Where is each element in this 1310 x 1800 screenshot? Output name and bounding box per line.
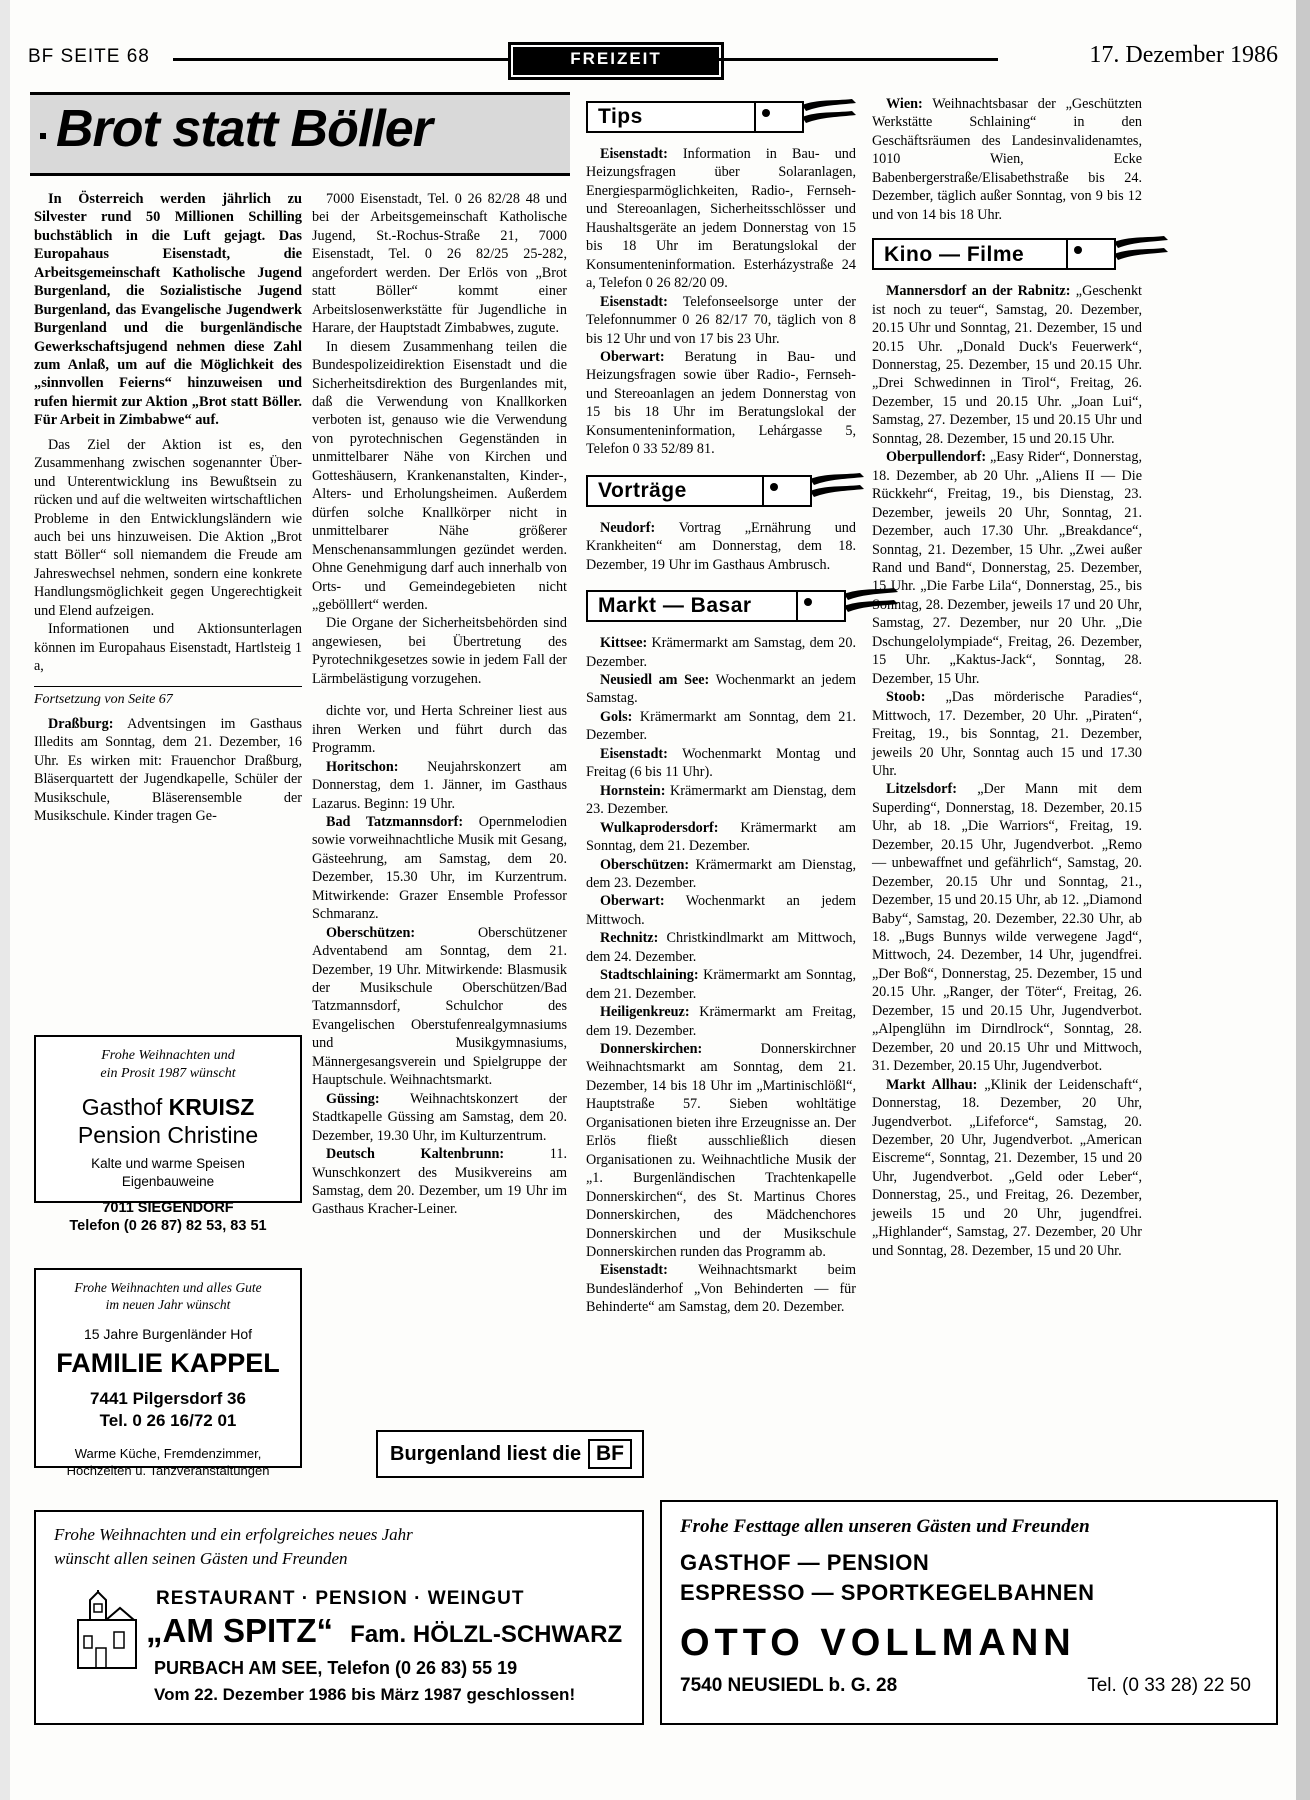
church-illustration-icon	[76, 1590, 138, 1670]
ad-otto-vollmann	[660, 1500, 1278, 1725]
ad-closing-note: Vom 22. Dezember 1986 bis März 1987 geschlossen!	[154, 1685, 576, 1705]
listing-entry: Oberwart: Beratung in Bau- und Heizungsfragen sowie über Radio-, Fernseh- und Stereoanlagen an jedem Donnerstag von 15 bis 18 Uhr im Beratungslokal der Konsumenteninformation, Lehárgasse 5, Telefon 0 33 52/89 81.	[586, 348, 856, 458]
ad-business-name: OTTO VOLLMANN	[680, 1622, 1076, 1664]
flag-swoosh-icon	[808, 471, 866, 507]
ad-address: 7011 SIEGENDORF	[102, 1200, 234, 1217]
ad-address: PURBACH AM SEE, Telefon (0 26 83) 55 19	[154, 1658, 518, 1679]
ad-tagline: 15 Jahre Burgenländer Hof	[83, 1325, 253, 1342]
listing-entry: Kittsee: Krämermarkt am Samstag, dem 20. Dezember.	[586, 635, 856, 670]
listing-entry: Neusiedl am See: Wochenmarkt an jedem Samstag.	[586, 671, 856, 707]
body-paragraph: Die Organe der Sicherheitsbehörden sind angewiesen, bei Übertretung des Pyrotechnikgesetzes sowie in jedem Fall der Lärmbelästigung vorzugehen.	[312, 615, 567, 687]
listing-entry: dichte vor, und Herta Schreiner liest aus ihren Werken und führt durch das Programm.	[312, 703, 567, 757]
ad-greeting-line2: ein Prosit 1987 wünscht	[100, 1065, 236, 1081]
ad-greeting-line1: Frohe Weihnachten und ein erfolgreiches neues Jahr	[54, 1525, 413, 1544]
body-paragraph: Das Ziel der Aktion ist es, den Zusammenhang zwischen sogenannter Über- und Unterentwicklung ins Bewußtsein zu rücken und auf die weltweiten wirtschaftlichen Probleme in den Entwicklungsländern wie auch bei uns hinzuweisen. Die Aktion „Brot statt Böller“ soll niemandem die Freude am Jahreswechsel nehmen, sondern eine konkrete Handlungsmöglichkeit gegen Ungerechtigkeit und Elend aufzeigen.	[34, 436, 302, 619]
bullet-icon	[40, 133, 46, 139]
ad-name-family: Fam. HÖLZL-SCHWARZ	[350, 1621, 623, 1649]
listing-entry: Eisenstadt: Information in Bau- und Heizungsfragen über Solaranlagen, Energiesparmöglichkeiten, Radio-, Fernseh- und Stereoanlagen, Sicherheitsschlösser und Haushaltsgeräte an jedem Donnerstag von 15 bis 18 Uhr im Beratungslokal der Konsumenteninformation. Esterházystraße 24 a, Telefon 0 26 82/20 09.	[586, 146, 856, 292]
column-one	[34, 190, 302, 825]
ad-greeting-line2: im neuen Jahr wünscht	[105, 1296, 231, 1312]
section-title: Kino — Filme	[872, 238, 1068, 270]
flag-swoosh-icon	[800, 97, 858, 133]
body-paragraph: Informationen und Aktionsunterlagen können im Europahaus Eisenstadt, Hartlsteig 1 a,	[34, 621, 302, 675]
listing-entry: Oberschützen: Krämermarkt am Dienstag, dem 23. Dezember.	[586, 856, 856, 891]
ad-am-spitz	[34, 1510, 644, 1725]
ad-line2: ESPRESSO — SPORTKEGELBAHNEN	[680, 1580, 1095, 1605]
section-header-tips	[586, 101, 856, 139]
listing-entry: Heiligenkreuz: Krämermarkt am Freitag, dem 19. Dezember.	[586, 1004, 856, 1039]
column-four	[872, 95, 1142, 1260]
ad-sub2: Eigenbauweine	[121, 1173, 215, 1189]
listing-entry: Neudorf: Vortrag „Ernährung und Krankheiten“ am Donnerstag, dem 18. Dezember, 19 Uhr im Gasthaus Ambrusch.	[586, 519, 856, 573]
bf-logo: BF	[588, 1439, 632, 1469]
listing-entry: Mannersdorf an der Rabnitz: „Geschenkt ist noch zu teuer“, Samstag, 20. Dezember, 20.15 Uhr und Sonntag, 21. Dezember, 15 und 20.15 Uhr. „Donald Duck's Feuerwerk“, Donnerstag, 25. Dezember, 15 und 20.15 Uhr. „Drei Schwedinnen in Tirol“, Freitag, 26. Dezember, 15 und 20.15 Uhr. „Joan Lui“, Samstag, 27. Dezember, 15 und 20.15 Uhr und Sonntag, 28. Dezember, 15 und 20.15 Uhr.	[872, 283, 1142, 447]
listing-entry: Gols: Krämermarkt am Sonntag, dem 21. Dezember.	[586, 708, 856, 744]
lead-paragraph: In Österreich werden jährlich zu Silvester rund 50 Millionen Schilling buchstäblich in die Luft gejagt. Das Europahaus Eisenstadt, die Arbeitsgemeinschaft Katholische Jugend Burgenland, die Sozialistische Jugend Burgenland, das Evangelische Jugendwerk Burgenland und die burgenländische Gewerkschaftsjugend nehmen diese Zahl zum Anlaß, um auf die Möglichkeit des „sinnvollen Feierns“ hinzuweisen und rufen hiermit zur Aktion „Brot statt Böller. Für Arbeit in Zimbabwe“ auf.	[34, 191, 302, 429]
listing-entry: Deutsch Kaltenbrunn: 11. Wunschkonzert des Musikvereins am Samstag, dem 20. Dezember, um 19 Uhr im Gasthaus Kracher-Leiner.	[312, 1146, 567, 1218]
page-number-label: BF SEITE 68	[28, 46, 150, 67]
ad-greeting-line2: wünscht allen seinen Gästen und Freunden	[54, 1549, 348, 1569]
section-tab-tail	[764, 475, 812, 507]
article-lead	[34, 190, 302, 430]
ad-line1: GASTHOF — PENSION	[680, 1550, 930, 1575]
body-paragraph: In diesem Zusammenhang teilen die Bundespolizeidirektion Eisenstadt und die Sicherheitsdirektion des Burgenlandes mit, daß die Verwendung von Knallkorken verboten ist, genauso wie die Verwendung von pyrotechnischen Gegenständen in unmittelbarer Nähe von Kirchen und Gotteshäusern, Krankenanstalten, Kinder-, Alters- und Erholungsheimen. Außerdem dürfen solche Knallkörper nicht in unmittelbarer Nähe größerer Menschenansammlungen gezündet werden. Ohne Genehmigung darf auch innerhalb von Orts- und Gemeindegebieten nicht „gebölllert“ werden.	[312, 338, 567, 613]
listing-entry: Eisenstadt: Weihnachtsmarkt beim Bundesländerhof „Von Behinderten — für Behinderte“ am Samstag, dem 20. Dezember.	[586, 1262, 856, 1316]
ad-footer-line1: Warme Küche, Fremdenzimmer,	[74, 1445, 262, 1461]
listing-entry: Draßburg: Adventsingen im Gasthaus Illedits am Sonntag, dem 21. Dezember, 16 Uhr. Es wirken mit: Frauenchor Draßburg, Bläserquartett der Jugendkapelle, Schüler der Musikschule, Bläserensemble der Musikschule. Kinder tragen Ge-	[34, 715, 302, 825]
listing-entry: Wien: Weihnachtsbasar der „Geschützten Werkstätte Schlaining“ in den Geschäftsräumen des Landesinvalidenamtes, 1010 Wien, Ecke Babenbergerstraße/Elisabethstraße bis 24. Dezember, täglich außer Sonntag, von 9 bis 12 und von 14 bis 18 Uhr.	[872, 96, 1142, 223]
ad-address: 7540 NEUSIEDL b. G. 28	[680, 1675, 898, 1696]
section-tab-tail	[798, 590, 846, 622]
ad-line1: RESTAURANT · PENSION · WEINGUT	[156, 1588, 525, 1610]
listing-entry: Eisenstadt: Wochenmarkt Montag und Freitag (6 bis 11 Uhr).	[586, 745, 856, 781]
listing-entry: Stoob: „Das mörderische Paradies“, Mittwoch, 17. Dezember, 20 Uhr. „Piraten“, Freitag, 19., bis Sonntag, 21. Dezember, jeweils 20 Uhr, Sonntag auch 15 und 17.30 Uhr.	[872, 689, 1142, 779]
ad-business-name	[36, 1094, 300, 1121]
ad-sub1: Kalte und warme Speisen	[91, 1156, 245, 1171]
ad-familie-kappel	[34, 1268, 302, 1479]
ad-footer-line2: Hochzeiten u. Tanzveranstaltungen	[66, 1463, 270, 1479]
flag-swoosh-icon	[1112, 234, 1170, 270]
listing-entry: Güssing: Weihnachtskonzert der Stadtkapelle Güssing am Samstag, dem 20. Dezember, 19.30 Uhr, im Kulturzentrum.	[312, 1090, 567, 1144]
listing-entry: Wulkaprodersdorf: Krämermarkt am Sonntag, dem 21. Dezember.	[586, 819, 856, 855]
listing-entry: Stadtschlaining: Krämermarkt am Sonntag, dem 21. Dezember.	[586, 967, 856, 1002]
listing-entry: Oberwart: Wochenmarkt an jedem Mittwoch.	[586, 893, 856, 928]
ad-address: 7441 Pilgersdorf 36	[90, 1388, 246, 1408]
ad-telephone: Tel. 0 26 16/72 01	[99, 1410, 237, 1430]
ad-name-quote: „AM SPITZ“	[146, 1612, 333, 1650]
column-three	[586, 95, 856, 1317]
masthead-rule-left	[173, 58, 508, 61]
ad-business-name: FAMILIE KAPPEL	[56, 1347, 280, 1378]
listing-entry: Donnerskirchen: Donnerskirchner Weihnachtsmarkt am Sonntag, dem 21. Dezember, 14 bis 18 Uhr im „Martinischlößl“, Hauptstraße 57. Sieben wohltätige Organisationen bieten ihre Erzeugnisse an. Der Erlös fließt ausschließlich diesen Organisationen zu. Weihnachtliche Musik der „1. Burgenländischen Trachtenkapelle Donnerskirchen“, des St. Martinus Chores Donnerskirchen, des Mädchenchores Donnerskirchen und der Musikschule Donnerskirchen runden das Programm ab.	[586, 1041, 856, 1261]
listing-entry: Horitschon: Neujahrskonzert am Donnerstag, dem 1. Jänner, im Gasthaus Lazarus. Beginn: 19 Uhr.	[312, 758, 567, 812]
listing-entry: Oberpullendorf: „Easy Rider“, Donnerstag, 18. Dezember, ab 20 Uhr. „Aliens II — Die Rückkehr“, Freitag, 19., bis Dienstag, 23. Dezember, jeweils 20 Uhr, Sonntag, 21. Dezember, auch 17.30 Uhr. „Breakdance“, Sonntag, 21. Dezember, 15 Uhr. „Zwei außer Rand und Band“, Donnerstag, 25. Dezember, 15 Uhr. „Die Farbe Lila“, Donnerstag, 25., bis Sonntag, 28. Dezember, jeweils 17 und 20 Uhr, Samstag, 27. Dezember, nur 20 Uhr. „Die Dschungelolympiade“, Freitag, 26. Dezember, 15 Uhr. „Kaktus-Jack“, Sonntag, 28. Dezember, 15 Uhr.	[872, 449, 1142, 687]
listing-entry: Rechnitz: Christkindlmarkt am Mittwoch, dem 24. Dezember.	[586, 930, 856, 965]
body-paragraph: 7000 Eisenstadt, Tel. 0 26 82/28 48 und bei der Arbeitsgemeinschaft Katholische Jugend, St.-Rochus-Straße 21, 7000 Eisenstadt, Tel. 0 26 82/25 25-282, angefordert werden. Der Erlös von „Brot statt Böller“ kommt einer Arbeitslosenwerkstätte für Jugendliche in Harare, der Hauptstadt Zimbabwes, zugute.	[312, 191, 567, 337]
section-tab-tail	[1068, 238, 1116, 270]
ad-address-row	[680, 1675, 1276, 1697]
section-title: Tips	[586, 101, 756, 133]
listing-entry: Bad Tatzmannsdorf: Opernmelodien sowie vorweihnachtliche Musik mit Gesang, Gästeehrung, am Samstag, dem 20. Dezember, 15.30 Uhr, im Kurzentrum. Mitwirkende: Grazer Ensemble Professor Schmaranz.	[312, 813, 567, 923]
continuation-note: Fortsetzung von Seite 67	[34, 686, 302, 709]
ad-house-promo	[376, 1430, 644, 1478]
ad-greeting-line1: Frohe Weihnachten und alles Gute	[74, 1280, 262, 1295]
section-header-kino-filme	[872, 238, 1142, 276]
ad-business-name-2: Pension Christine	[77, 1122, 259, 1148]
ad-greeting: Frohe Festtage allen unseren Gästen und Freunden	[680, 1516, 1090, 1537]
section-title: Vorträge	[586, 475, 764, 507]
right-edge-shade	[1296, 0, 1310, 1800]
listing-entry: Oberschützen: Oberschützener Adventabend am Sonntag, dem 21. Dezember, 19 Uhr. Mitwirkende: Blasmusik der Musikschule Oberschützen/Bad Tatzmannsdorf, Schulchor des Evangelischen Oberstufenrealgymnasiums und Musikgymnasiums, Männergesangsverein und Spielgruppe der Hauptschule. Weihnachtsmarkt.	[312, 924, 567, 1089]
page-title: Brot statt Böller	[56, 100, 432, 158]
listing-entry: Eisenstadt: Telefonseelsorge unter der Telefonnummer 0 26 82/17 70, täglich von 8 bis 12 Uhr und von 17 bis 23 Uhr.	[586, 293, 856, 347]
ad-gasthof-kruisz	[34, 1035, 302, 1235]
ad-telephone: Tel. (0 33 28) 22 50	[1087, 1675, 1251, 1696]
ad-name-main: KRUISZ	[168, 1094, 255, 1120]
listing-entry: Litzelsdorf: „Der Mann mit dem Superding“, Donnerstag, 18. Dezember, 20.15 Uhr, ab 18. „Die Warriors“, Freitag, 19. Dezember, 20.15 Uhr, Jugendverbot. „Remo — unbewaffnet und gefährlich“, Samstag, 20. Dezember, 20.15 Uhr und Sonntag, 21., Dezember, 15 und 20.15 Uhr, ab 12. „Diamond Baby“, Samstag, 20. Dezember, 22.30 Uhr, ab 18. „Bugs Bunnys wilde verwegene Jagd“, Mittwoch, 24. Dezember, 14 Uhr, jugendfrei. „Der Boß“, Donnerstag, 25. Dezember, 15 und 20.15 Uhr. „Ranger, der Töter“, Freitag, 26. Dezember, 15 und 20.15 Uhr, Jugendverbot. „Alpenglühn im Dirndlrock“, Sonntag, 28. Dezember, 20 und 20.15 Uhr und Mittwoch, 31. Dezember, 20.15 Uhr, Jugendverbot.	[872, 781, 1142, 1075]
masthead-rule-right	[718, 58, 998, 61]
listing-entry: Markt Allhau: „Klinik der Leidenschaft“, Donnerstag, 18. Dezember, 20 Uhr, Jugendverbot. „Lifeforce“, Samstag, 20. Dezember, 20 Uhr, Jugendverbot. „American Eiscreme“, Sonntag, 21. Dezember, 15 und 20 Uhr, Jugendverbot. „Geld oder Leber“, Donnerstag, 25., und Freitag, 26. Dezember, jeweils 15 und 20 Uhr, jugendfrei. „Highlander“, Samstag, 27. Dezember, 20 Uhr und Sonntag, 28. Dezember, 15 und 20 Uhr.	[872, 1076, 1142, 1259]
ad-greeting-line1: Frohe Weihnachten und	[101, 1048, 235, 1063]
ad-business-name	[146, 1612, 642, 1650]
listing-entry: Hornstein: Krämermarkt am Dienstag, dem 23. Dezember.	[586, 782, 856, 818]
column-two	[312, 190, 567, 1219]
section-header-markt-basar	[586, 590, 856, 628]
left-edge-shade	[0, 0, 10, 1800]
ad-telephone: Telefon (0 26 87) 82 53, 83 51	[69, 1218, 267, 1235]
section-tab-tail	[756, 101, 804, 133]
article-headline-banner	[30, 92, 570, 176]
ad-name-prefix: Gasthof	[81, 1094, 169, 1120]
promo-text: Burgenland liest die	[390, 1442, 582, 1465]
issue-date: 17. Dezember 1986	[1089, 42, 1278, 68]
section-badge: FREIZEIT	[508, 42, 724, 80]
section-header-vortraege	[586, 475, 856, 513]
masthead	[28, 40, 1278, 80]
section-title: Markt — Basar	[586, 590, 798, 622]
